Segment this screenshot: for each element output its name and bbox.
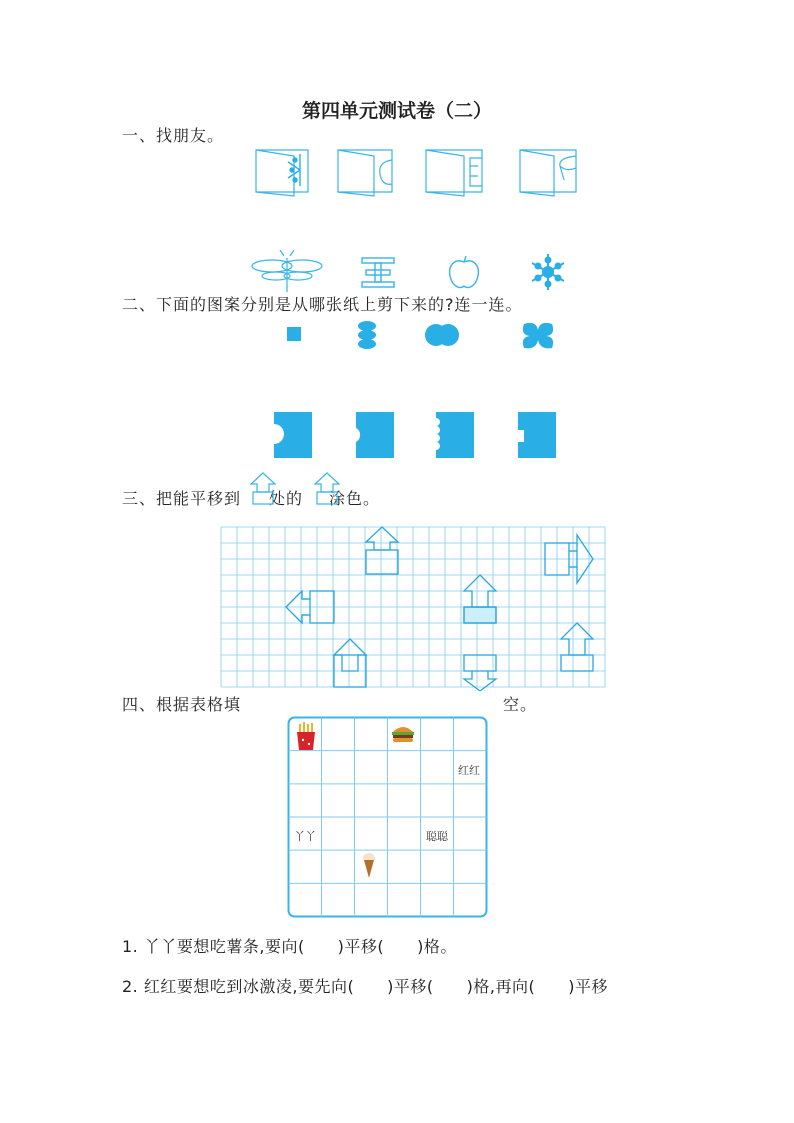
square-pattern — [287, 327, 301, 341]
stacked-ovals-pattern — [358, 321, 376, 349]
apple-icon — [450, 256, 479, 288]
page-title: 第四单元测试卷（二） — [301, 100, 492, 122]
wang-shape — [362, 258, 394, 287]
house-shape-target — [464, 575, 496, 623]
folded-paper-3 — [426, 150, 482, 196]
label-congcong: 聪聪 — [426, 830, 448, 843]
dragonfly-icon — [252, 250, 322, 292]
icecream-icon — [363, 853, 375, 878]
double-circle-pattern — [425, 324, 459, 346]
fries-icon — [297, 722, 315, 750]
cut-paper-2 — [356, 412, 394, 458]
house-arrow-icon — [314, 472, 340, 506]
section-4-heading-a: 四、根据表格填 — [122, 695, 242, 714]
cut-paper-1 — [274, 412, 312, 458]
house-arrow-icon — [250, 472, 276, 506]
house-shape-right-bottom — [561, 623, 593, 671]
hamburger-icon — [392, 727, 414, 742]
match-shapes-row — [250, 250, 580, 294]
folded-paper-4 — [520, 150, 576, 196]
position-grid — [287, 716, 489, 920]
question-2: 2. 红红要想吃到冰激凌,要先向( )平移( )格,再向( )平移 — [122, 977, 608, 996]
cut-paper-3 — [436, 412, 474, 458]
house-shape-bottom — [334, 639, 366, 687]
house-shape-up — [366, 527, 398, 574]
folded-papers-row — [250, 146, 590, 198]
snowflake-icon — [288, 154, 300, 186]
section-2-heading: 二、下面的图案分别是从哪张纸上剪下来的?连一连。 — [122, 295, 523, 314]
butterfly-pattern — [523, 323, 553, 348]
folded-paper-2 — [338, 150, 392, 196]
snowflake-icon — [532, 254, 564, 290]
cut-patterns-row — [280, 320, 560, 352]
label-yaya: 丫丫 — [294, 830, 316, 843]
label-honghong: 红红 — [458, 764, 480, 777]
translation-grid — [220, 525, 612, 691]
cut-paper-4 — [518, 412, 556, 458]
question-1: 1. 丫丫要想吃薯条,要向( )平移( )格。 — [122, 937, 457, 956]
section-4-heading-b: 空。 — [503, 695, 538, 714]
section-3-heading: 三、把能平移到 处的 涂色。 — [122, 489, 381, 508]
section-1-heading: 一、找朋友。 — [122, 126, 225, 145]
cut-papers-row — [270, 410, 560, 462]
house-shape-down — [464, 655, 496, 691]
